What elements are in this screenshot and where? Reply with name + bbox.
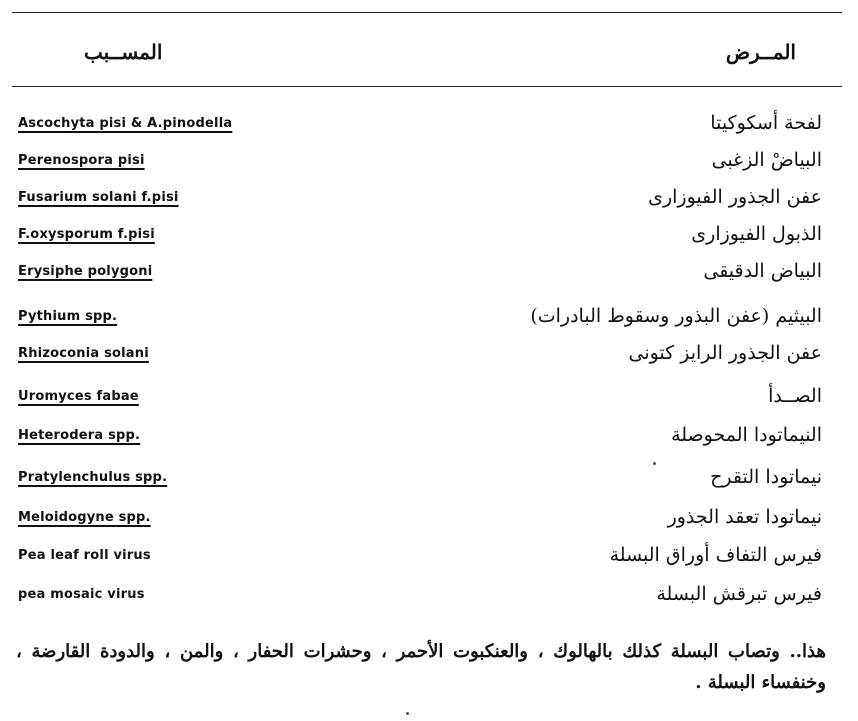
cause-cell: Ascochyta pisi & A.pinodella <box>18 116 233 131</box>
table-row <box>0 342 858 376</box>
cause-cell: Heterodera spp. <box>18 428 141 443</box>
cause-cell: Rhizoconia solani <box>18 346 149 361</box>
disease-cell: فيرس التفاف أوراق البسلة <box>609 544 822 566</box>
header-bottom-rule <box>12 86 842 87</box>
table-row <box>0 506 858 540</box>
table-row <box>0 466 858 500</box>
cause-cell: Uromyces fabae <box>18 389 139 404</box>
table-row <box>0 186 858 220</box>
header-disease: المــرض <box>725 40 796 64</box>
cause-cell: Perenospora pisi <box>18 153 145 168</box>
table-row <box>0 223 858 257</box>
header-cause: المســبب <box>84 40 163 64</box>
cause-cell: Meloidogyne spp. <box>18 510 151 525</box>
table-row <box>0 385 858 419</box>
cause-cell: pea mosaic virus <box>18 587 145 602</box>
disease-cell: عفن الجذور الفيوزارى <box>648 186 822 208</box>
table-row <box>0 149 858 183</box>
cause-cell: Erysiphe polygoni <box>18 264 153 279</box>
disease-cell: نيماتودا التقرح <box>710 466 822 488</box>
table-row <box>0 260 858 294</box>
disease-cell: فيرس تبرقش البسلة <box>656 583 822 605</box>
table-row <box>0 424 858 458</box>
disease-cell: البيثيم (عفن البذور وسقوط البادرات) <box>530 305 822 327</box>
cause-cell: Fusarium solani f.pisi <box>18 190 179 205</box>
table-row <box>0 544 858 578</box>
cause-cell: Pea leaf roll virus <box>18 548 151 563</box>
disease-cell: عفن الجذور الرايز كتونى <box>628 342 822 364</box>
disease-cell: نيماتودا تعقد الجذور <box>667 506 822 528</box>
top-rule <box>12 12 842 13</box>
cause-cell: Pythium spp. <box>18 309 118 324</box>
table-row <box>0 305 858 339</box>
table-row <box>0 583 858 617</box>
disease-cell: النيماتودا المحوصلة <box>671 424 822 446</box>
table-row <box>0 112 858 146</box>
speck <box>406 712 409 715</box>
closing-paragraph: هذا.. وتصاب البسلة كذلك بالهالوك ، والعنكبوت الأحمر ، وحشرات الحفار ، والمن ، والدودة القارضة ، وخنفساء البسلة . <box>16 641 826 693</box>
disease-cell: لفحة أسكوكيتا <box>710 112 822 134</box>
cause-cell: Pratylenchulus spp. <box>18 470 168 485</box>
speck <box>653 462 656 465</box>
disease-cell: البياضْ الزغبى <box>711 149 822 171</box>
disease-cell: الصــدأ <box>768 385 822 407</box>
disease-cell: البياض الدقيقى <box>703 260 822 282</box>
disease-cell: الذبول الفيوزارى <box>691 223 822 245</box>
cause-cell: F.oxysporum f.pisi <box>18 227 155 242</box>
